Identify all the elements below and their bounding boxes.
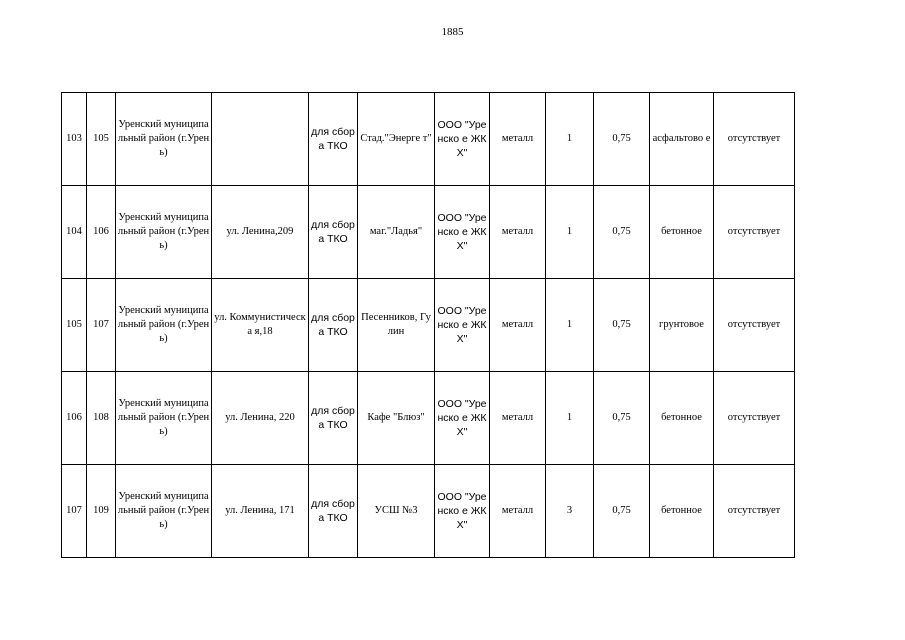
purpose-cell (309, 372, 358, 465)
container-count-cell-text: 1 (566, 412, 573, 423)
row-number-cell (62, 465, 87, 558)
owner-cell-text: ООО "Уренско е ЖКХ" (437, 398, 487, 438)
site-id-cell-text: 109 (93, 505, 109, 516)
purpose-cell (309, 186, 358, 279)
row-number-cell-text: 107 (66, 505, 82, 516)
owner-cell-text: ООО "Уренско е ЖКХ" (437, 212, 487, 252)
district-cell (116, 372, 212, 465)
fence-cell-text: отсутствует (727, 505, 781, 516)
purpose-cell-text: для сбора ТКО (311, 498, 355, 524)
owner-cell-text: ООО "Уренско е ЖКХ" (437, 119, 487, 159)
material-cell (490, 279, 546, 372)
fence-cell-text: отсутствует (727, 412, 781, 423)
row-number-cell-text: 103 (66, 133, 82, 144)
volume-cell (594, 93, 650, 186)
owner-cell (435, 279, 490, 372)
owner-cell (435, 93, 490, 186)
container-count-cell (546, 465, 594, 558)
table-row (62, 465, 795, 558)
table-body (62, 93, 795, 558)
waste-site-table (61, 92, 795, 558)
volume-cell-text: 0,75 (612, 319, 631, 330)
purpose-cell-text: для сбора ТКО (311, 126, 355, 152)
site-id-cell-text: 108 (93, 412, 109, 423)
surface-cell (650, 372, 714, 465)
material-cell-text: металл (501, 226, 534, 237)
address-cell (212, 279, 309, 372)
object-cell-text: Песенников, Гулин (361, 312, 431, 337)
owner-cell-text: ООО "Уренско е ЖКХ" (437, 305, 487, 345)
surface-cell-text: бетонное (661, 226, 702, 237)
table-row (62, 372, 795, 465)
fence-cell (714, 465, 795, 558)
purpose-cell-text: для сбора ТКО (311, 312, 355, 338)
district-cell-text: Уренский муниципальный район (г.Урень) (117, 398, 210, 437)
object-cell-text: маг."Ладья" (369, 226, 423, 237)
volume-cell (594, 372, 650, 465)
purpose-cell (309, 465, 358, 558)
purpose-cell-text: для сбора ТКО (311, 219, 355, 245)
district-cell-text: Уренский муниципальный район (г.Урень) (117, 212, 210, 251)
row-number-cell (62, 372, 87, 465)
fence-cell (714, 279, 795, 372)
object-cell-text: УСШ №3 (374, 505, 418, 516)
owner-cell (435, 465, 490, 558)
object-cell (358, 465, 435, 558)
purpose-cell-text: для сбора ТКО (311, 405, 355, 431)
container-count-cell-text: 3 (566, 505, 573, 516)
fence-cell-text: отсутствует (727, 133, 781, 144)
object-cell-text: Стад."Энерге т" (360, 133, 432, 144)
address-cell-text: ул. Ленина, 171 (225, 505, 295, 516)
fence-cell (714, 372, 795, 465)
volume-cell-text: 0,75 (612, 505, 631, 516)
site-id-cell (87, 186, 116, 279)
container-count-cell (546, 186, 594, 279)
site-id-cell (87, 465, 116, 558)
surface-cell-text: грунтовое (659, 319, 704, 330)
material-cell-text: металл (501, 319, 534, 330)
fence-cell-text: отсутствует (727, 319, 781, 330)
surface-cell (650, 186, 714, 279)
table-row (62, 93, 795, 186)
surface-cell-text: бетонное (661, 505, 702, 516)
volume-cell (594, 279, 650, 372)
row-number-cell (62, 186, 87, 279)
volume-cell-text: 0,75 (612, 226, 631, 237)
row-number-cell (62, 93, 87, 186)
material-cell-text: металл (501, 505, 534, 516)
purpose-cell (309, 93, 358, 186)
table-row (62, 279, 795, 372)
site-id-cell (87, 279, 116, 372)
owner-cell (435, 372, 490, 465)
site-id-cell-text: 106 (93, 226, 109, 237)
surface-cell-text: бетонное (661, 412, 702, 423)
fence-cell (714, 186, 795, 279)
object-cell (358, 93, 435, 186)
address-cell (212, 372, 309, 465)
material-cell-text: металл (501, 412, 534, 423)
container-count-cell-text: 1 (566, 319, 573, 330)
material-cell (490, 372, 546, 465)
fence-cell-text: отсутствует (727, 226, 781, 237)
material-cell (490, 465, 546, 558)
row-number-cell-text: 105 (66, 319, 82, 330)
page-number: 1885 (441, 26, 464, 38)
object-cell (358, 186, 435, 279)
table-row (62, 186, 795, 279)
material-cell (490, 93, 546, 186)
address-cell-text: ул. Ленина,209 (226, 226, 294, 237)
surface-cell (650, 279, 714, 372)
container-count-cell-text: 1 (566, 133, 573, 144)
object-cell-text: Кафе "Блюз" (367, 412, 425, 423)
material-cell (490, 186, 546, 279)
volume-cell (594, 186, 650, 279)
address-cell-text: ул. Ленина, 220 (225, 412, 295, 423)
district-cell (116, 186, 212, 279)
container-count-cell (546, 93, 594, 186)
district-cell-text: Уренский муниципальный район (г.Урень) (117, 119, 210, 158)
district-cell (116, 465, 212, 558)
object-cell (358, 279, 435, 372)
district-cell-text: Уренский муниципальный район (г.Урень) (117, 491, 210, 530)
site-id-cell (87, 372, 116, 465)
surface-cell (650, 465, 714, 558)
address-cell (212, 186, 309, 279)
district-cell (116, 279, 212, 372)
owner-cell-text: ООО "Уренско е ЖКХ" (437, 491, 487, 531)
container-count-cell (546, 279, 594, 372)
row-number-cell-text: 106 (66, 412, 82, 423)
container-count-cell (546, 372, 594, 465)
site-id-cell-text: 107 (93, 319, 109, 330)
material-cell-text: металл (501, 133, 534, 144)
purpose-cell (309, 279, 358, 372)
district-cell-text: Уренский муниципальный район (г.Урень) (117, 305, 210, 344)
volume-cell-text: 0,75 (612, 133, 631, 144)
address-cell (212, 465, 309, 558)
site-id-cell (87, 93, 116, 186)
row-number-cell (62, 279, 87, 372)
address-cell-text: ул. Коммунистическа я,18 (214, 312, 306, 337)
owner-cell (435, 186, 490, 279)
volume-cell (594, 465, 650, 558)
surface-cell-text: асфальтово е (652, 133, 711, 144)
row-number-cell-text: 104 (66, 226, 82, 237)
address-cell (212, 93, 309, 186)
object-cell (358, 372, 435, 465)
volume-cell-text: 0,75 (612, 412, 631, 423)
fence-cell (714, 93, 795, 186)
site-id-cell-text: 105 (93, 133, 109, 144)
container-count-cell-text: 1 (566, 226, 573, 237)
district-cell (116, 93, 212, 186)
surface-cell (650, 93, 714, 186)
